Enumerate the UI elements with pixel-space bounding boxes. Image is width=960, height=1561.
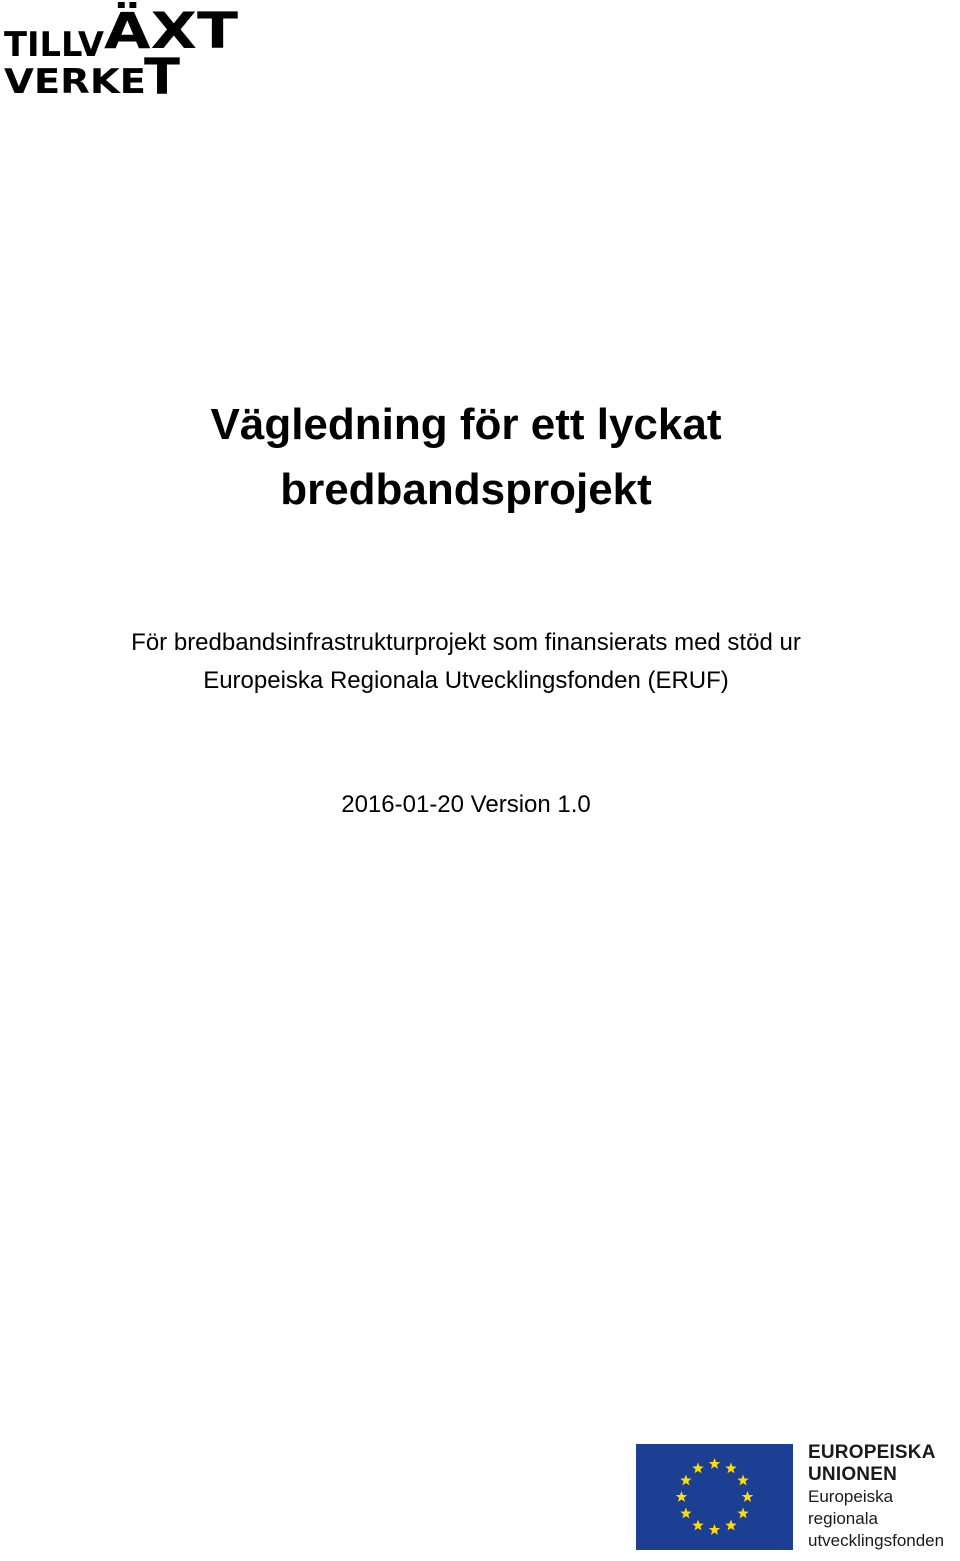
logo-text-axt: ÄXT [104,2,238,60]
eu-logo-line-unionen: UNIONEN [808,1464,898,1485]
document-subtitle-line-2: Europeiska Regionala Utvecklingsfonden (ERUF) [203,667,729,694]
document-title [0,392,932,522]
eu-flag-icon [636,1444,793,1550]
eu-logo-line-europeiska: EUROPEISKA [808,1442,936,1463]
eu-logo-line-europeiska-fund: Europeiska [808,1487,894,1506]
document-title-line-2: bredbandsprojekt [280,465,652,514]
logo-text-t: T [144,48,180,97]
document-title-line-1: Vägledning för ett lyckat [210,400,722,449]
eu-regional-fund-logo [636,1442,958,1555]
document-version: 2016-01-20 Version 1.0 [341,791,591,818]
document-subtitle [0,624,932,700]
logo-text-verke: VERKE [4,62,146,97]
eu-logo-text [808,1442,958,1552]
logo-text-tillv: TILLV [4,25,105,65]
eu-logo-line-regionala: regionala [808,1509,878,1528]
tillvaxtverket-logo [2,2,242,97]
tillvaxtverket-logo-graphic [2,2,242,97]
document-subtitle-line-1: För bredbandsinfrastrukturprojekt som finansierats med stöd ur [131,629,801,656]
eu-logo-line-utvecklingsfonden: utvecklingsfonden [808,1531,945,1550]
